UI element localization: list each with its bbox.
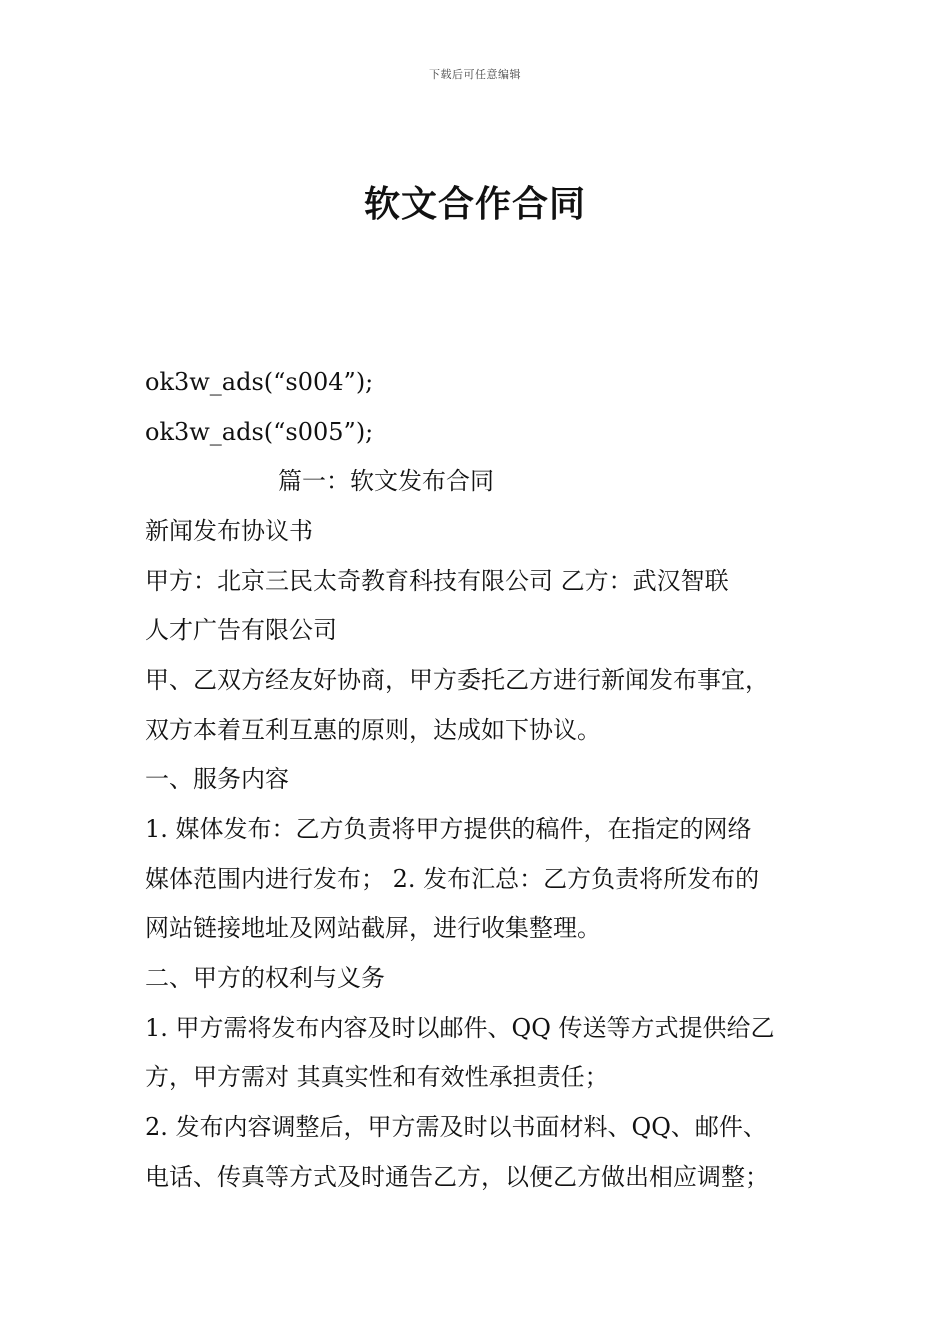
- service-paragraph-line-2: 媒体范围内进行发布； 2. 发布汇总：乙方负责将所发布的: [145, 865, 760, 893]
- document-title: 软文合作合同: [363, 183, 586, 225]
- intro-paragraph-line-1: 甲、乙双方经友好协商，甲方委托乙方进行新闻发布事宜，: [145, 666, 769, 694]
- intro-paragraph-line-2: 双方本着互利互惠的原则，达成如下协议。: [145, 716, 601, 744]
- code-line-2: ok3w_ads(“s005”);: [145, 418, 374, 446]
- heading-service-content: 一、服务内容: [145, 765, 289, 793]
- parties-line: 甲方：北京三民太奇教育科技有限公司 乙方：武汉智联: [145, 567, 729, 595]
- rights-paragraph-line-1: 1. 甲方需将发布内容及时以邮件、QQ 传送等方式提供给乙: [145, 1014, 775, 1042]
- agreement-title: 新闻发布协议书: [145, 517, 313, 545]
- rights-paragraph-line-4: 电话、传真等方式及时通告乙方，以便乙方做出相应调整；: [145, 1163, 769, 1191]
- rights-paragraph-line-3: 2. 发布内容调整后，甲方需及时以书面材料、QQ、邮件、: [145, 1113, 767, 1141]
- code-line-1: ok3w_ads(“s004”);: [145, 368, 374, 396]
- heading-party-a-rights: 二、甲方的权利与义务: [145, 964, 385, 992]
- header-note: 下载后可任意编辑: [429, 68, 521, 81]
- parties-line-cont: 人才广告有限公司: [145, 616, 337, 644]
- service-paragraph-line-3: 网站链接地址及网站截屏，进行收集整理。: [145, 914, 601, 942]
- service-paragraph-line-1: 1. 媒体发布：乙方负责将甲方提供的稿件，在指定的网络: [145, 815, 752, 843]
- section-heading: 篇一：软文发布合同: [278, 467, 494, 495]
- rights-paragraph-line-2: 方，甲方需对 其真实性和有效性承担责任；: [145, 1063, 609, 1091]
